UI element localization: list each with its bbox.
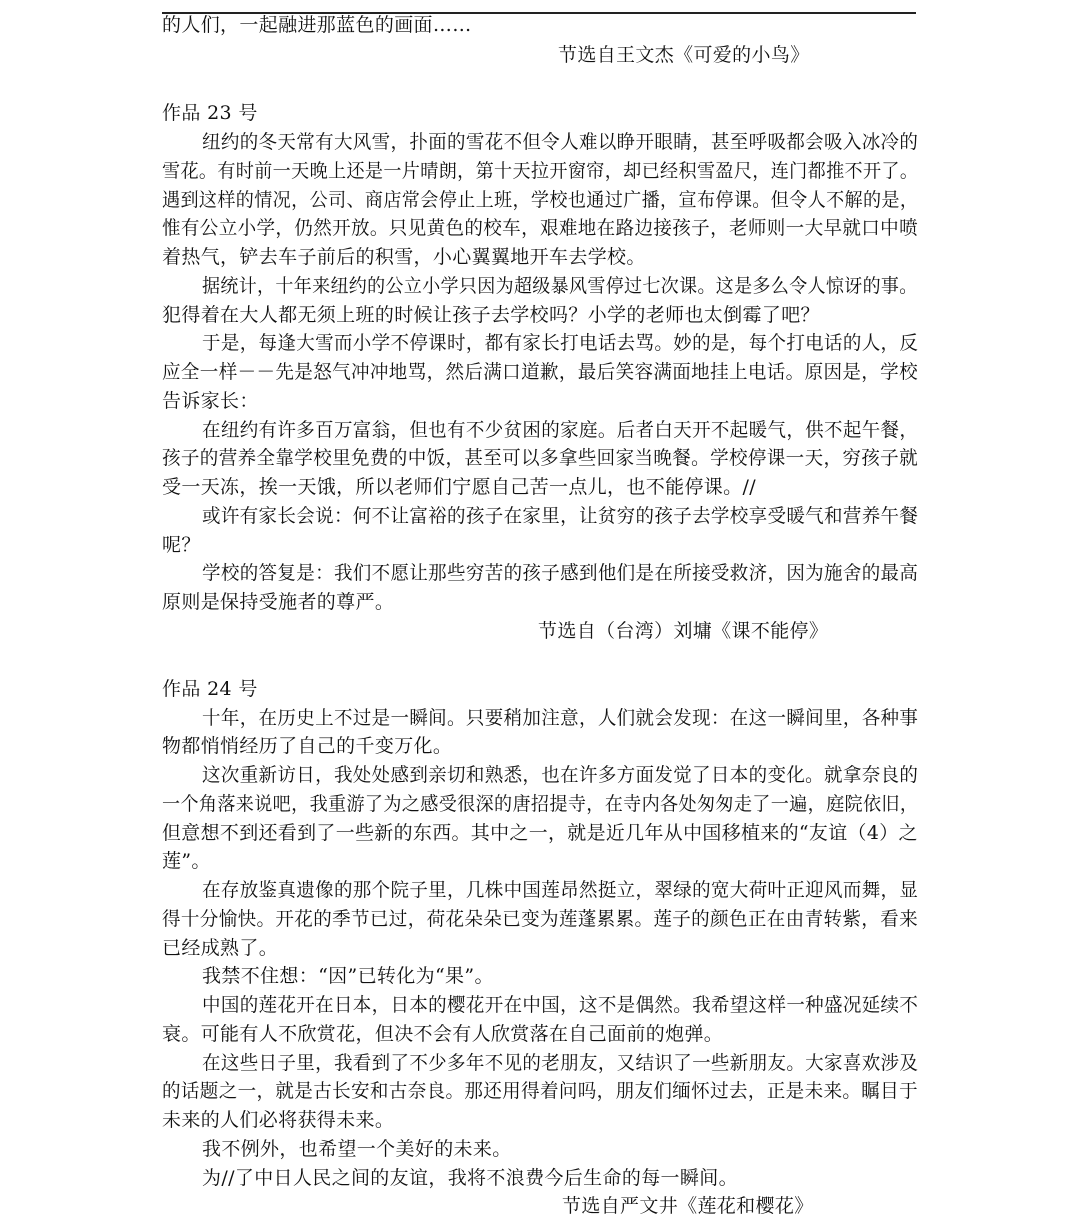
work24-line: 物都悄悄经历了自己的千变万化。 [162, 735, 453, 757]
work23-line: 或许有家长会说：何不让富裕的孩子在家里，让贫穷的孩子去学校享受暖气和营养午餐 [202, 505, 919, 527]
work23-line: 受一天冻，挨一天饿，所以老师们宁愿自己苦一点儿，也不能停课。// [162, 476, 757, 498]
work24-line: 在存放鉴真遗像的那个院子里，几株中国莲昂然挺立，翠绿的宽大荷叶正迎风而舞，显 [202, 879, 919, 901]
work24-line: 但意想不到还看到了一些新的东西。其中之一，就是近几年从中国移植来的“友谊（4）之 [162, 822, 918, 844]
work23-line: 惟有公立小学，仍然开放。只见黄色的校车，艰难地在路边接孩子，老师则一大早就口中喷 [162, 217, 918, 239]
work23-source: 节选自（台湾）刘墉《课不能停》 [538, 620, 829, 642]
work24-line: 未来的人们必将获得未来。 [162, 1109, 395, 1131]
work24-line: 莲”。 [162, 850, 211, 872]
work23-line: 孩子的营养全靠学校里免费的中饭，甚至可以多拿些回家当晚餐。学校停课一天，穷孩子就 [162, 447, 918, 469]
work24-line: 为//了中日人民之间的友谊，我将不浪费今后生命的每一瞬间。 [202, 1167, 738, 1189]
work23-line: 在纽约有许多百万富翁，但也有不少贫困的家庭。后者白天开不起暖气，供不起午餐， [202, 419, 919, 441]
work23-line: 应全一样－－先是怒气冲冲地骂，然后满口道歉，最后笑容满面地挂上电话。原因是，学校 [162, 361, 918, 383]
work24-source: 节选自严文井《莲花和樱花》 [562, 1195, 814, 1217]
work23-line: 告诉家长： [162, 390, 259, 412]
work24-line: 这次重新访日，我处处感到亲切和熟悉，也在许多方面发觉了日本的变化。就拿奈良的 [202, 764, 919, 786]
work24-line: 的话题之一，就是古长安和古奈良。那还用得着问吗，朋友们缅怀过去，正是未来。瞩目于 [162, 1080, 918, 1102]
work24-line: 中国的莲花开在日本，日本的樱花开在中国，这不是偶然。我希望这样一种盛况延续不 [202, 994, 919, 1016]
work24-heading: 作品 24 号 [162, 678, 258, 700]
work24-line: 在这些日子里，我看到了不少多年不见的老朋友，又结识了一些新朋友。大家喜欢涉及 [202, 1052, 919, 1074]
work23-line: 据统计，十年来纽约的公立小学只因为超级暴风雪停过七次课。这是多么令人惊讶的事。 [202, 275, 918, 297]
work23-line: 雪花。有时前一天晚上还是一片晴朗，第十天拉开窗帘，却已经积雪盈尺，连门都推不开了。 [162, 160, 919, 182]
work24-line: 衰。可能有人不欣赏花，但决不会有人欣赏落在自己面前的炮弹。 [162, 1023, 724, 1045]
work23-heading: 作品 23 号 [162, 102, 258, 124]
intro-source: 节选自王文杰《可爱的小鸟》 [558, 44, 810, 66]
work24-line: 十年，在历史上不过是一瞬间。只要稍加注意，人们就会发现：在这一瞬间里，各种事 [202, 707, 919, 729]
work23-line: 纽约的冬天常有大风雪，扑面的雪花不但令人难以睁开眼睛，甚至呼吸都会吸入冰冷的 [202, 131, 919, 153]
work24-line: 已经成熟了。 [162, 937, 279, 959]
work24-line: 我禁不住想：“因”已转化为“果”。 [202, 965, 494, 987]
work23-line: 于是，每逢大雪而小学不停课时，都有家长打电话去骂。妙的是，每个打电话的人，反 [202, 332, 919, 354]
work24-line: 我不例外，也希望一个美好的未来。 [202, 1138, 512, 1160]
work23-line: 犯得着在大人都无须上班的时候让孩子去学校吗？小学的老师也太倒霉了吧？ [162, 304, 820, 326]
work23-line: 学校的答复是：我们不愿让那些穷苦的孩子感到他们是在所接受救济，因为施舍的最高 [202, 562, 919, 584]
work23-line: 呢？ [162, 534, 201, 556]
work24-line: 一个角落来说吧，我重游了为之感受很深的唐招提寺，在寺内各处匆匆走了一遍，庭院依旧， [162, 793, 919, 815]
work23-line: 原则是保持受施者的尊严。 [162, 591, 395, 613]
work23-line: 着热气，铲去车子前后的积雪，小心翼翼地开车去学校。 [162, 246, 646, 268]
work23-line: 遇到这样的情况，公司、商店常会停止上班，学校也通过广播，宣布停课。但令人不解的是， [162, 189, 919, 211]
intro-tail-line: 的人们，一起融进那蓝色的画面…… [162, 14, 472, 36]
work24-line: 得十分愉快。开花的季节已过，荷花朵朵已变为莲蓬累累。莲子的颜色正在由青转紫，看来 [162, 908, 918, 930]
